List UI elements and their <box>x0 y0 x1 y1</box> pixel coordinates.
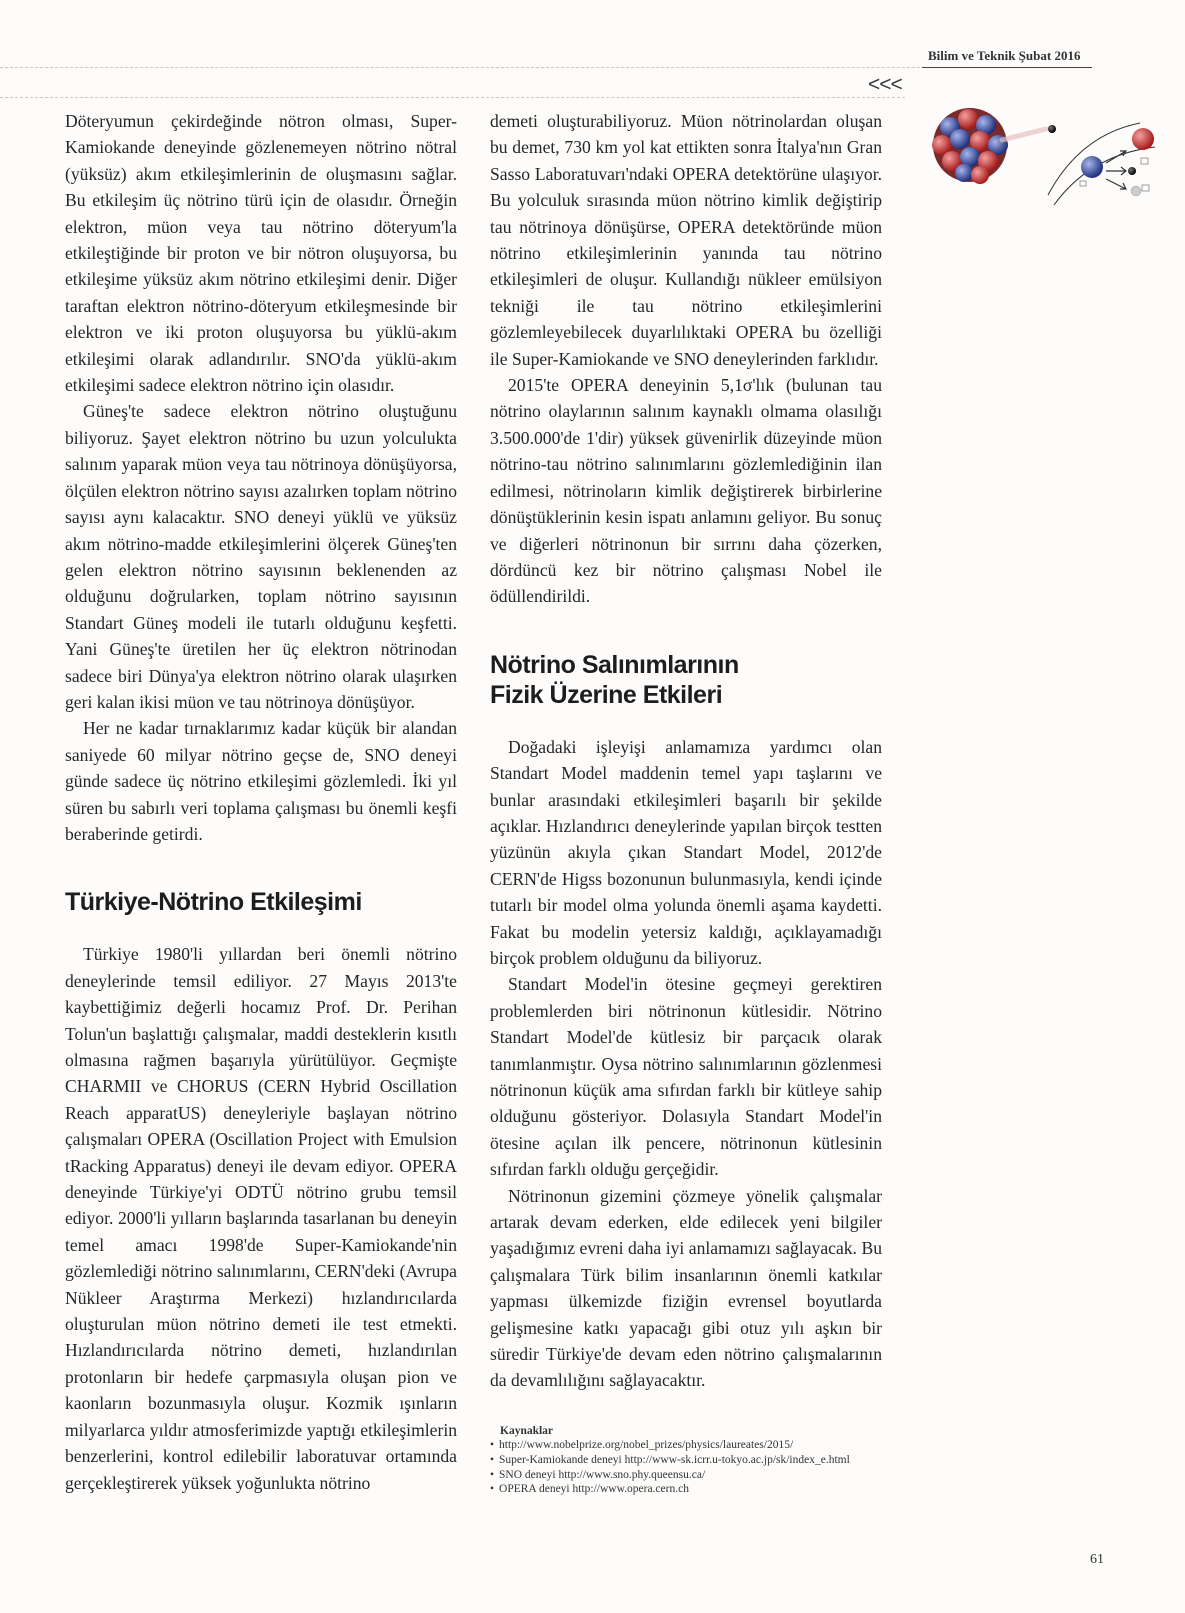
body-paragraph: 2015'te OPERA deneyinin 5,1σ'lık (bulunan tau nötrino olaylarının salınım kaynaklı olmama olasılığı 3.500.000'de 1'dir) yüksek güvenirlik düzeyinde müon nötrino-tau nötrino salınımlarını gözlemlediğinin ilan edilmesi, nötrinoların kimlik değiştirerek birbirlerine dönüştüklerinin kesin ispatı anlamını geliyor. Bu sonuç ve diğerleri nötrinonun bir sırrını daha çözerken, dördüncü kez bir nötrino çalışması Nobel ile ödüllendirildi. <box>490 375 882 607</box>
references-list <box>490 1438 882 1496</box>
magazine-masthead: Bilim ve Teknik Şubat 2016 <box>928 48 1081 63</box>
references <box>490 1424 882 1497</box>
body-paragraph: Doğadaki işleyişi anlamamıza yardımcı olan Standart Model maddenin temel yapı taşlarını ve bunlar arasındaki etkileşimleri başarılı bir şekilde açıklar. Hızlandırıcı deneylerinde yapılan birçok testten yüzünün akıyla çıkan Standart Model, 2012'de CERN'de Higss bozonunun bulunmasıyla, kendi içinde tutarlı bir model olma yolunda önemli aşama kaydetti. Fakat bu modelin yetersiz kaldığı, açıklayamadığı birçok problem olduğunu da biliyoruz. <box>490 736 882 968</box>
body-paragraph: demeti oluşturabiliyoruz. Müon nötrinolardan oluşan bu demet, 730 km yol kat ettikten sonra İtalya'nın Gran Sasso Laboratuvarı'ndaki OPERA detektörüne ulaşıyor. Bu yolculuk sırasında müon nötrino kimlik değiştirip tau nötrinoya dönüşürse, OPERA detektöründe müon nötrino etkileşimlerinin yanında tau nötrino etkileşimleri de oluşur. Kullandığı nükleer emülsiyon tekniği ile tau nötrino etkileşimlerini gözlemleyebilecek duyarlılıktaki OPERA bu özelliği ile Super-Kamiokande ve SNO deneylerinden farklıdır. <box>490 111 882 369</box>
particle-icon <box>1048 125 1056 133</box>
page-number: 61 <box>1090 1552 1104 1567</box>
reference-link[interactable]: • http://www.nobelprize.org/nobel_prizes/physics/laureates/2015/ <box>500 1438 882 1453</box>
body-paragraph: Standart Model'in ötesine geçmeyi gerektiren problemlerden biri nötrinonun kütlesidir. Nötrino Standart Model'de kütlesiz bir parçacık olarak tanımlanmıştır. Oysa nötrino salınımlarının gözlenmesi nötrinonun küçük ama sıfırdan farklı bir kütleye sahip olduğunu gösteriyor. Dolasıyla Standart Model'in ötesine açılan ilk pencere, nötrinonun kütlesinin sıfırdan farklı olduğu gerçeğidir. <box>490 974 882 1180</box>
proton-icon <box>1132 128 1154 150</box>
nucleus-icon <box>932 108 1008 184</box>
nucleus-illustration <box>930 105 1170 225</box>
chevron-left-icon: <<< <box>868 73 902 96</box>
body-paragraph: Nötrinonun gizemini çözmeye yönelik çalışmalar artarak devam ederken, elde edilecek yeni bilgiler yaşadığımız evreni daha iyi anlamamızı sağlayacak. Bu çalışmalara Türk bilim insanlarının önemli katkılar yapması ülkemizde fiziğin evrensel boyutlarda gelişmesine katkı yapacağı gibi otuz yılı aşkın bir süredir Türkiye'de devam eden nötrino çalışmalarının da devamlılığını sağlayacaktır. <box>490 1185 882 1391</box>
body-paragraph: Türkiye 1980'li yıllardan beri önemli nötrino deneylerinde temsil ediliyor. 27 Mayıs 2013'te kaybettiğimiz değerli hocamız Prof. Dr. Perihan Tolun'un başlattığı çalışmalar, maddi desteklerin kısıtlı olmasına rağmen başarıyla yürütülüyor. Geçmişte CHARMII ve CHORUS (CERN Hybrid Oscillation Reach apparatUS) deneyleriyle başlayan nötrino çalışmaları OPERA (Oscillation Project with Emulsion tRacking Apparatus) deneyi ile devam ediyor. OPERA deneyinde Türkiye'yi ODTÜ nötrino grubu temsil ediyor. 2000'li yılların başlarında tasarlanan bu deneyin temel amacı 1998'de Super-Kamiokande'nin gözlemlediği nötrino salınımlarını, CERN'deki (Avrupa Nükleer Araştırma Merkezi) hızlandırıcılarda oluşturulan müon nötrino demeti ile test etmekti. Hızlandırıcılarda nötrino demeti, hızlandırılan protonların bir hedefe çarpmasıyla oluşan pion ve kaonların bozunmasıyla oluşur. Kozmik ışınların milyarlarca yıldır atmosferimizde yaptığı etkileşimlerin benzerlerini, kontrol edilebilir laboratuvar ortamında gerçekleştirerek yüksek yoğunlukta nötrino <box>65 944 457 1493</box>
neutron-icon <box>1081 156 1103 178</box>
section-heading-turkiye: Türkiye-Nötrino Etkileşimi <box>65 888 362 917</box>
heading-line: Nötrino Salınımlarının <box>490 650 739 679</box>
electron-icon <box>1128 167 1136 175</box>
reference-link[interactable]: • OPERA deneyi http://www.opera.cern.ch <box>500 1482 882 1497</box>
references-title: Kaynaklar <box>500 1424 554 1437</box>
right-column <box>490 108 882 1497</box>
header-underline <box>922 67 1092 68</box>
body-paragraph: Güneş'te sadece elektron nötrino oluştuğunu biliyoruz. Şayet elektron nötrino bu uzun yolculukta salınım yaparak müon veya tau nötrinoya dönüşüyorsa, ölçülen elektron nötrino sayısı azalırken toplam nötrino sayısı aynı kalacaktır. SNO deneyi yüklü ve yüksüz akım nötrino-madde etkileşimlerini ölçerek Güneş'ten gelen elektron nötrino sayısının beklenenden az olduğunu doğrularken, toplam nötrino sayısının Standart Güneş modeli ile tutarlı olduğunu keşfetti. Yani Güneş'te üretilen her üç elektron nötrinodan sadece biri Dünya'ya elektron nötrino olarak ulaşırken geri kalan ikisi müon ve tau nötrinoya dönüşüyor. <box>65 401 457 712</box>
heading-line: Fizik Üzerine Etkileri <box>490 680 723 709</box>
body-paragraph: Her ne kadar tırnaklarımız kadar küçük bir alandan saniyede 60 milyar nötrino geçse de, SNO deneyi günde sadece üç nötrino etkileşimi gözlemledi. İki yıl süren bu sabırlı veri toplama çalışması bu önemli keşfi beraberinde getirdi. <box>65 718 457 844</box>
reference-link[interactable]: • SNO deneyi http://www.sno.phy.queensu.ca/ <box>500 1468 882 1483</box>
body-paragraph: Döteryumun çekirdeğinde nötron olması, Super-Kamiokande deneyinde gözlenemeyen nötrino nötral (yüksüz) akım etkileşimlerinin de oluşmasını sağlar. Bu etkileşim üç nötrino türü için de olasıdır. Örneğin elektron, müon veya tau nötrino döteryum'la etkileştiğinde bir proton ve bir nötron oluşuyorsa, bu etkileşime yüksüz akım nötrino etkileşimi denir. Diğer taraftan elektron nötrino-döteryum etkileşmesinde bir elektron ve iki proton oluşuyorsa bu yüklü-akım etkileşimi olarak adlandırılır. SNO'da yüklü-akım etkileşimi sadece elektron nötrino için olasıdır. <box>65 111 457 396</box>
section-heading-notrino <box>490 650 882 710</box>
section-divider <box>0 97 905 98</box>
header-divider <box>0 67 1060 68</box>
left-column <box>65 108 457 1496</box>
reference-link[interactable]: • Super-Kamiokande deneyi http://www-sk.icrr.u-tokyo.ac.jp/sk/index_e.html <box>500 1453 882 1468</box>
